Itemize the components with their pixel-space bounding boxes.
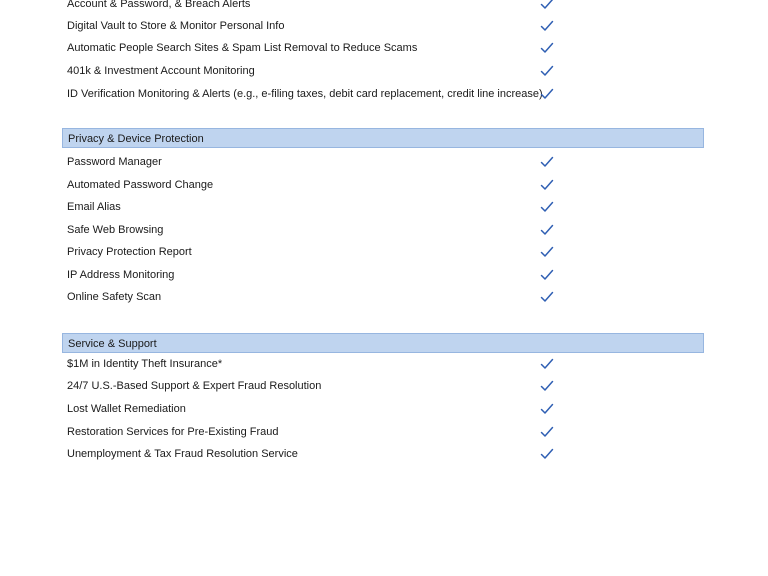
feature-label: Account & Password, & Breach Alerts [67, 0, 251, 10]
feature-label: Password Manager [67, 156, 162, 168]
feature-label: Automated Password Change [67, 179, 214, 191]
feature-label: Unemployment & Tax Fraud Resolution Service [67, 448, 298, 460]
feature-label: 24/7 U.S.-Based Support & Expert Fraud Resolution [67, 380, 322, 392]
feature-label: ID Verification Monitoring & Alerts (e.g., e-filing taxes, debit card replacement, credit line increase) [67, 88, 543, 100]
feature-row [67, 197, 587, 217]
feature-label: 401k & Investment Account Monitoring [67, 65, 255, 77]
feature-row [67, 287, 587, 307]
feature-row [67, 61, 587, 81]
checkmark-icon [540, 223, 554, 237]
feature-label: Lost Wallet Remediation [67, 403, 186, 415]
feature-label: $1M in Identity Theft Insurance* [67, 358, 223, 370]
checkmark-icon [540, 245, 554, 259]
checkmark-icon [540, 19, 554, 33]
section-title: Service & Support [68, 338, 157, 350]
checkmark-icon [540, 155, 554, 169]
feature-row [67, 84, 587, 104]
feature-row [67, 444, 587, 464]
feature-row [67, 0, 587, 14]
feature-row [67, 38, 587, 58]
feature-row [67, 175, 587, 195]
feature-label: Email Alias [67, 201, 121, 213]
checkmark-icon [540, 447, 554, 461]
checkmark-icon [540, 268, 554, 282]
section-title: Privacy & Device Protection [68, 133, 204, 145]
feature-row [67, 265, 587, 285]
section-header [62, 128, 704, 148]
feature-label: Online Safety Scan [67, 291, 162, 303]
feature-label: Privacy Protection Report [67, 246, 192, 258]
checkmark-icon [540, 87, 554, 101]
feature-row [67, 152, 587, 172]
checkmark-icon [540, 357, 554, 371]
checkmark-icon [540, 200, 554, 214]
feature-row [67, 220, 587, 240]
checkmark-icon [540, 290, 554, 304]
checkmark-icon [540, 64, 554, 78]
feature-label: Digital Vault to Store & Monitor Personal Info [67, 20, 285, 32]
feature-label: Safe Web Browsing [67, 224, 164, 236]
feature-row [67, 376, 587, 396]
feature-label: Restoration Services for Pre-Existing Fraud [67, 426, 279, 438]
feature-row [67, 242, 587, 262]
checkmark-icon [540, 41, 554, 55]
feature-label: Automatic People Search Sites & Spam List Removal to Reduce Scams [67, 42, 418, 54]
checkmark-icon [540, 0, 554, 11]
checkmark-icon [540, 379, 554, 393]
feature-label: IP Address Monitoring [67, 269, 175, 281]
feature-row [67, 422, 587, 442]
feature-row [67, 16, 587, 36]
checkmark-icon [540, 402, 554, 416]
section-header [62, 333, 704, 353]
checkmark-icon [540, 178, 554, 192]
feature-row [67, 354, 587, 374]
checkmark-icon [540, 425, 554, 439]
feature-row [67, 399, 587, 419]
